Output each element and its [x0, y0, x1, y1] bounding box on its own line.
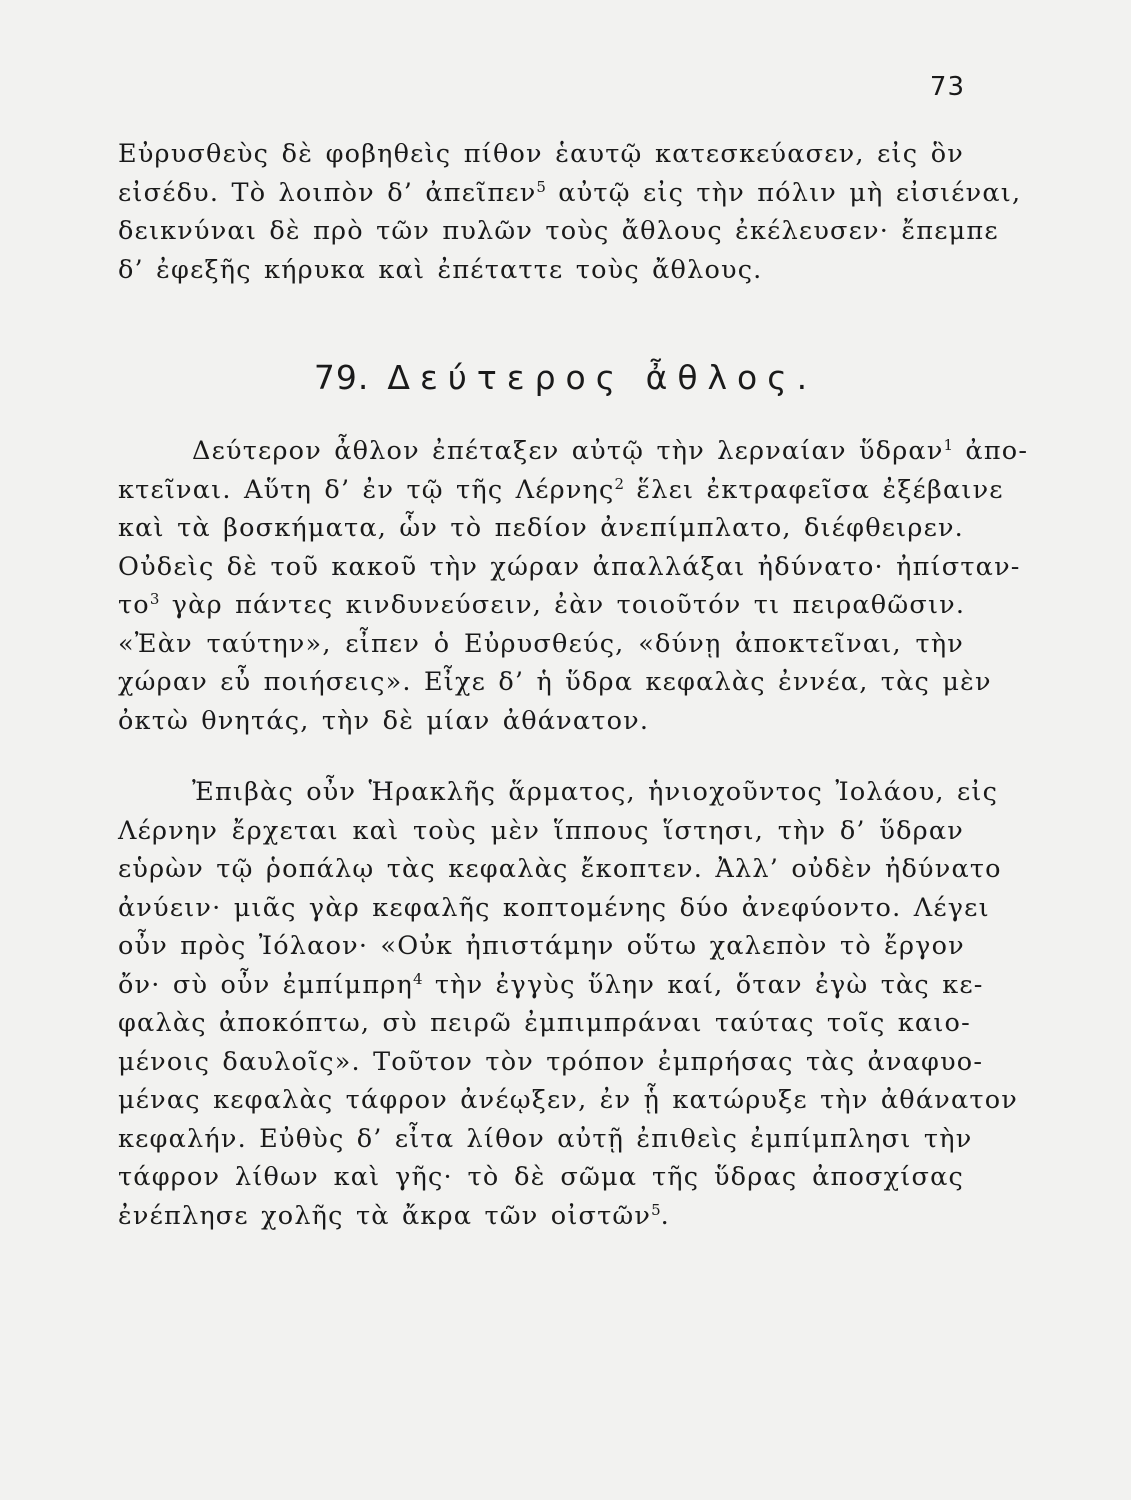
- paragraph-1: [118, 432, 1029, 740]
- page-number: 73: [929, 72, 965, 102]
- text-line: ἐνέπλησε χολῆς τὰ ἄκρα τῶν οἰστῶν$^5$.: [118, 1200, 670, 1231]
- section-title: Δεύτερος ἆθλος.: [387, 358, 818, 397]
- text-line: δεικνύναι δὲ πρὸ τῶν πυλῶν τοὺς ἄθλους ἐκέλευσεν· ἔπεμπε: [118, 216, 999, 246]
- text-line: Λέρνην ἔρχεται καὶ τοὺς μὲν ἵππους ἵστησι, τὴν δ’ ὕδραν: [118, 815, 964, 846]
- text-line: εἰσέδυ. Τὸ λοιπὸν δ’ ἀπεῖπεν$^5$ αὐτῷ εἰς τὴν πόλιν μὴ εἰσιέναι,: [118, 177, 1022, 208]
- text-line: Δεύτερον ἆθλον ἐπέταξεν αὐτῷ τὴν λερναίαν ὕδραν$^1$ ἀπο-: [192, 436, 1029, 466]
- text-line: καὶ τὰ βοσκήματα, ὧν τὸ πεδίον ἀνεπίμπλατο, διέφθειρεν.: [118, 513, 964, 543]
- text-line: μένοις δαυλοῖς». Τοῦτον τὸν τρόπον ἐμπρήσας τὰς ἀναφυο-: [118, 1046, 984, 1077]
- section-heading: [0, 358, 1131, 397]
- footnote-ref: 4: [412, 969, 423, 988]
- text-line: «Ἐὰν ταύτην», εἶπεν ὁ Εὐρυσθεύς, «δύνῃ ἀποκτεῖναι, τὴν: [118, 628, 964, 659]
- text-line: κεφαλήν. Εὐθὺς δ’ εἶτα λίθον αὐτῇ ἐπιθεὶς ἐμπίμπλησι τὴν: [118, 1123, 973, 1154]
- text-line: τάφρον λίθων καὶ γῆς· τὸ δὲ σῶμα τῆς ὕδρας ἀποσχίσας: [118, 1162, 964, 1192]
- footnote-ref: 5: [536, 177, 546, 196]
- text-line: μένας κεφαλὰς τάφρον ἀνέῳξεν, ἐν ᾗ κατώρυξε τὴν ἀθάνατον: [118, 1085, 1018, 1115]
- section-number: 79.: [313, 358, 370, 397]
- text-line: ἀνύειν· μιᾶς γὰρ κεφαλῆς κοπτομένης δύο ἀνεφύοντο. Λέγει: [118, 892, 990, 923]
- footnote-ref: 3: [149, 590, 160, 608]
- text-line: δ’ ἐφεξῆς κήρυκα καὶ ἐπέταττε τοὺς ἄθλους.: [118, 254, 763, 285]
- text-line: Εὐρυσθεὺς δὲ φοβηθεὶς πίθον ἑαυτῷ κατεσκεύασεν, εἰς ὃν: [118, 139, 964, 169]
- intro-paragraph: [118, 135, 1022, 289]
- footnote-ref: 1: [943, 436, 954, 454]
- text-line: φαλὰς ἀποκόπτω, σὺ πειρῶ ἐμπιμπράναι ταύτας τοῖς καιο-: [118, 1008, 971, 1038]
- text-line: Ἐπιβὰς οὖν Ἡρακλῆς ἅρματος, ἡνιοχοῦντος Ἰολάου, εἰς: [192, 777, 999, 807]
- text-line: $\tau o^3$ γὰρ πάντες κινδυνεύσειν, ἐὰν τοιοῦτόν τι πειραθῶσιν.: [118, 590, 966, 620]
- footnote-ref: 5: [651, 1200, 661, 1219]
- footnote-ref: 2: [614, 474, 625, 493]
- text-line: χώραν εὖ ποιήσεις». Εἶχε δ’ ἡ ὕδρα κεφαλὰς ἐννέα, τὰς μὲν: [118, 667, 992, 697]
- paragraph-2: [118, 773, 1018, 1235]
- text-line: εὑρὼν τῷ ῥοπάλῳ τὰς κεφαλὰς ἔκοπτεν. Ἀλλ’ οὐδὲν ἠδύνατο: [118, 854, 1002, 884]
- text-line: οὖν πρὸς Ἰόλαον· «Οὐκ ἠπιστάμην οὕτω χαλεπὸν τὸ ἔργον: [118, 931, 965, 961]
- text-line: Οὐδεὶς δὲ τοῦ κακοῦ τὴν χώραν ἀπαλλάξαι ἠδύνατο· ἠπίσταν-: [118, 551, 1021, 582]
- text-line: ὄν· σὺ οὖν ἐμπίμπρη$^4$ τὴν ἐγγὺς ὕλην καί, ὅταν ἐγὼ τὰς κε-: [118, 969, 984, 1000]
- text-line: κτεῖναι. Αὕτη δ’ ἐν τῷ τῆς Λέρνης$^2$ ἕλει ἐκτραφεῖσα ἐξέβαινε: [118, 474, 1004, 505]
- text-line: ὀκτὼ θνητάς, τὴν δὲ μίαν ἀθάνατον.: [118, 705, 650, 736]
